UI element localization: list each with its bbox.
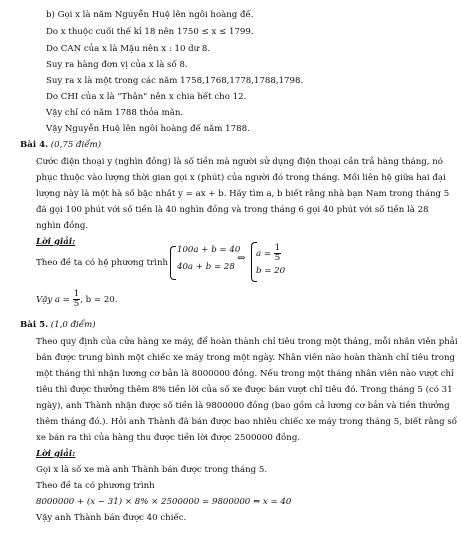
solution-label: Lời giải: (36, 237, 76, 247)
result-a (256, 244, 281, 263)
problem-title: Bài 4. (20, 140, 49, 150)
fraction-denominator: 5 (274, 253, 281, 264)
equation: 100a + b = 40 (177, 245, 241, 255)
text-line: Theo đề ta có hệ phương trình (36, 258, 169, 268)
text-line: Vậy Nguyễn Huệ lên ngôi hoàng đế năm 1788. (46, 124, 250, 134)
text-line: Do CHI của x là "Thân" nên x chia hết cho 12. (46, 92, 247, 102)
text-line: Do x thuộc cuối thế kỉ 18 nên 1750 ≤ x ≤ 1799. (46, 27, 254, 37)
problem-title: Bài 5. (20, 320, 49, 330)
equation: 40a + b = 28 (177, 262, 235, 272)
text-line: một tháng thì nhận lương cơ bản là 8000000 đồng. Nếu trong một tháng nhân viên nào vượt chỉ (36, 369, 454, 379)
text-line: Gọi x là số xe mà anh Thành bán được trong tháng 5. (36, 465, 268, 475)
text-line: b) Gọi x là năm Nguyễn Huệ lên ngôi hoàng đế. (46, 10, 254, 20)
text-line: Suy ra hàng đơn vị của x là số 8. (46, 60, 188, 70)
text-line: Vậy chỉ có năm 1788 thỏa mãn. (46, 108, 184, 118)
text-line: xe bán ra thì của hàng thu được tiền lời được 2500000 đồng. (36, 433, 301, 443)
text-line: bán được trung bình một chiếc xe máy trong một ngày. Nhân viên nào hoàn thành chỉ tiêu trong (36, 353, 455, 363)
fraction-numerator: 1 (274, 243, 281, 253)
text-line: Suy ra x là một trong các năm 1758,1768,1778,1788,1798. (46, 76, 304, 86)
equation: 8000000 + (x − 31) × 8% × 2500000 = 9800000 ⇔ x = 40 (36, 497, 292, 507)
fraction (274, 244, 281, 263)
conclusion-a: Vậy a = (36, 295, 70, 306)
result-a-label: a = (256, 249, 272, 260)
problem-4-heading (20, 140, 101, 151)
text-line: phục thuộc vào lượng thời gian gọi x (phút) của người đó trong tháng. Mối liên hệ giữa hai đại (36, 173, 446, 183)
text-line: thêm tháng đó.). Hỏi anh Thành đã bán được bao nhiêu chiếc xe máy trong tháng 5, biết rằng số (36, 417, 458, 427)
text-line: Cước điện thoại y (nghìn đồng) là số tiền mà người sử dụng điện thoại cần trả hàng tháng, nó (36, 157, 443, 167)
solution-label: Lời giải: (36, 449, 76, 459)
problem-score: (0,75 điểm) (50, 140, 102, 150)
text-line: lượng này là một hà số bậc nhất y = ax + b. Hãy tìm a, b biết rằng nhà bạn Nam trong tháng 5 (36, 189, 450, 199)
text-line: nghìn đồng. (36, 221, 89, 231)
text-line: Theo đề ta có phương trình (36, 481, 155, 491)
conclusion-b: , b = 20. (80, 295, 118, 306)
text-line: Vậy anh Thành bán được 40 chiếc. (36, 513, 187, 523)
problem-score: (1,0 điểm) (50, 320, 96, 330)
text-line (36, 290, 117, 309)
problem-5-heading (20, 320, 96, 331)
system-brace (170, 246, 176, 280)
text-line: ngày), anh Thành nhận được số tiền là 9800000 đồng (bao gồm cả lương cơ bản và tiền thưởng (36, 401, 450, 411)
text-line: đã gọi 100 phút với số tiền là 40 nghìn đồng và trong tháng 6 gọi 40 phút với số tiền là 28 (36, 205, 429, 215)
text-line: Do CAN của x là Mậu nên x : 10 dư 8. (46, 44, 211, 54)
fraction-denominator: 5 (73, 299, 80, 310)
iff-symbol: ⇔ (237, 253, 246, 264)
text-line: tiêu thì được thưởng thêm 8% tiền lời của số xe được bán vượt chỉ tiêu đó. Trong tháng 5 (có 31 (36, 385, 453, 395)
fraction-numerator: 1 (73, 289, 80, 299)
text-line: Theo quy định của cửa hàng xe máy, để hoàn thành chỉ tiêu trong một tháng, mỗi nhân viên phải (36, 337, 458, 347)
result-b: b = 20 (256, 266, 286, 276)
